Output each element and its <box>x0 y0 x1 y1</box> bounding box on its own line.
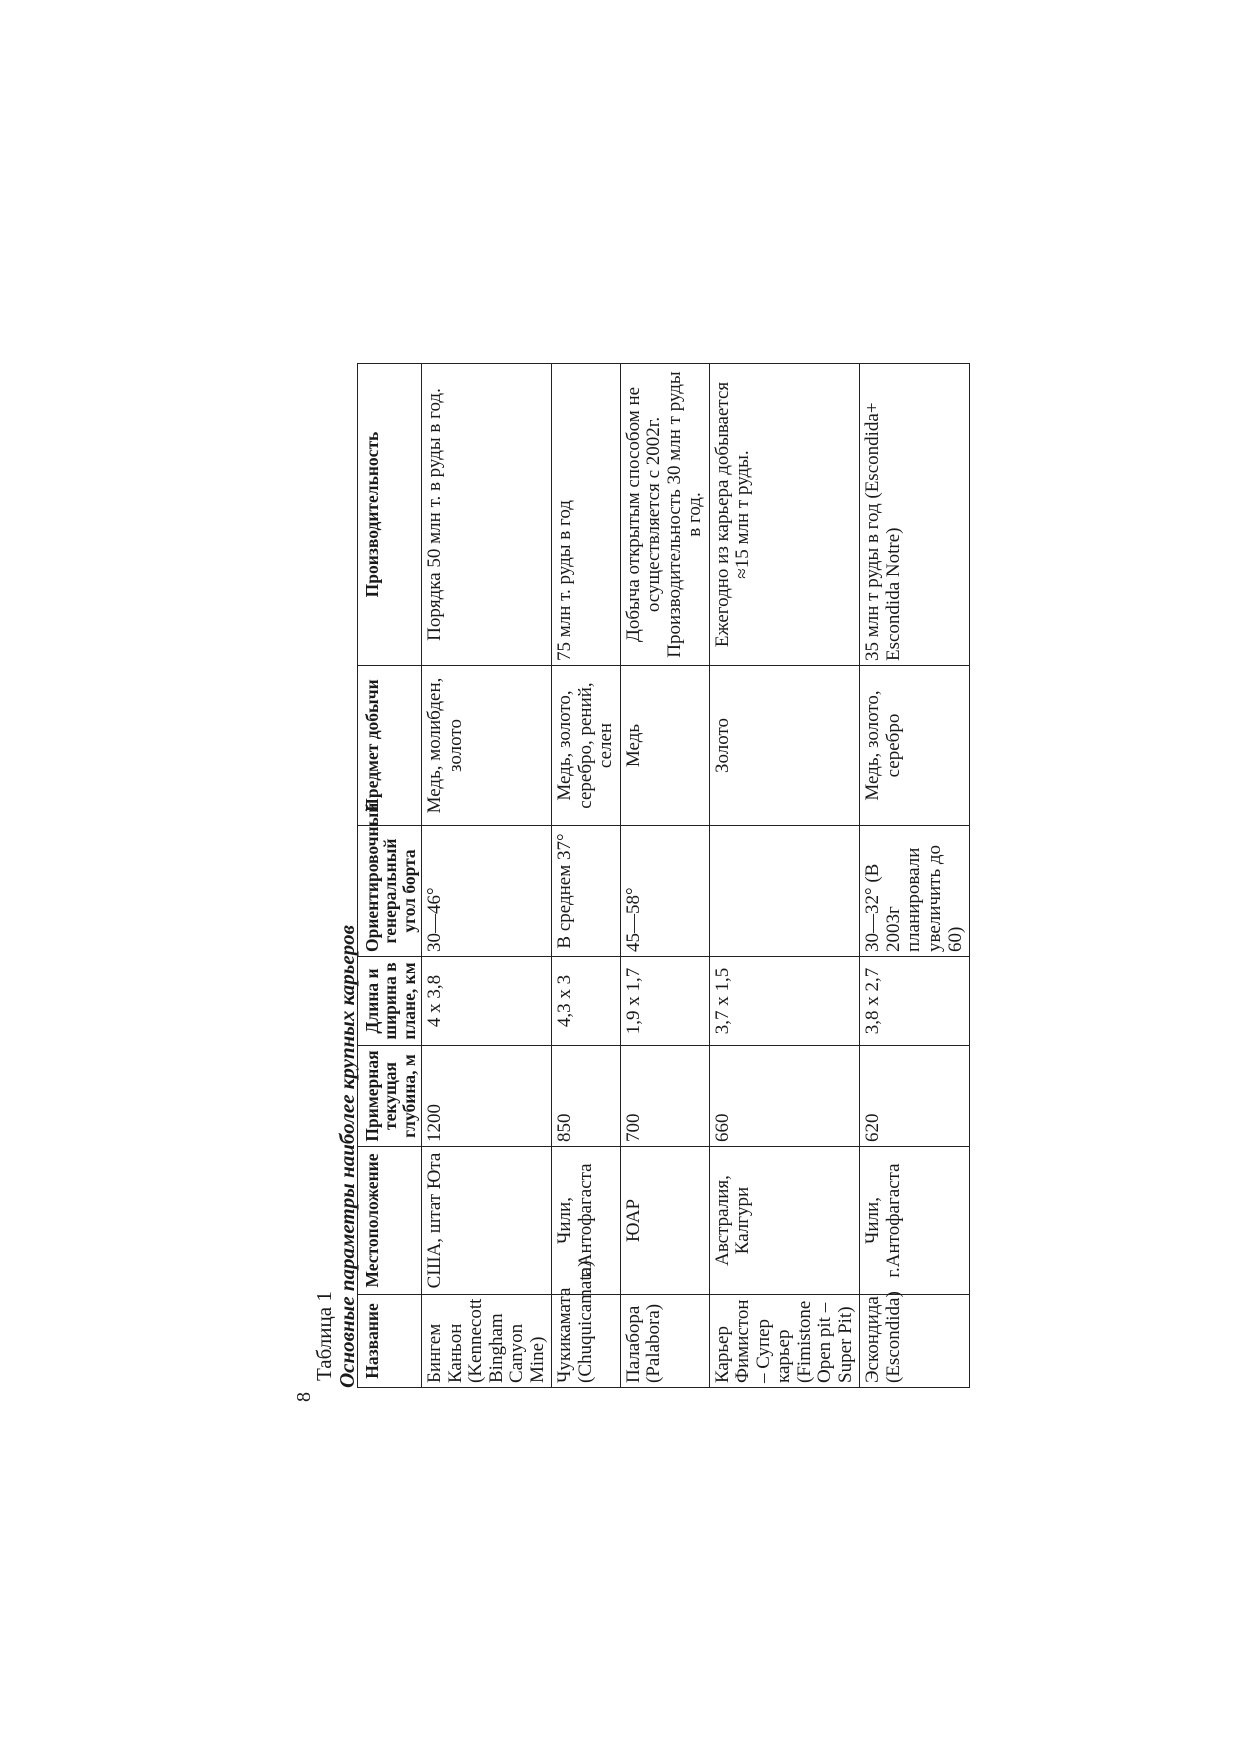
cell-size: 3,8 х 2,7 <box>860 957 970 1046</box>
cell-location: Чили, г.Антофагаста <box>860 1147 970 1295</box>
header-commodity: Предмет добычи <box>358 666 422 826</box>
table-header-row <box>358 364 422 1388</box>
cell-angle: 30—32° (В 2003г планировали увеличить до 60) <box>860 826 970 957</box>
cell-depth: 620 <box>860 1046 970 1147</box>
table-row <box>552 364 621 1388</box>
cell-commodity: Медь, молибден, золото <box>422 666 552 826</box>
cell-depth: 1200 <box>422 1046 552 1147</box>
cell-size: 4 х 3,8 <box>422 957 552 1046</box>
cell-location: ЮАР <box>620 1147 709 1295</box>
header-angle: Ориентировочный генеральный угол борта <box>358 826 422 957</box>
table-row <box>620 364 709 1388</box>
cell-angle: В среднем 37° <box>552 826 621 957</box>
cell-size: 3,7 х 1,5 <box>709 957 860 1046</box>
cell-depth: 850 <box>552 1046 621 1147</box>
cell-commodity: Золото <box>709 666 860 826</box>
rotated-page-content <box>293 364 966 1402</box>
cell-output: Порядка 50 млн т. в руды в год. <box>422 364 552 666</box>
cell-name: Чукикамата (Chuquicamata) <box>552 1295 621 1388</box>
table-row <box>860 364 970 1388</box>
cell-name: Бингем Каньон (Kennecott Bingham Canyon Mine) <box>422 1295 552 1388</box>
cell-depth: 700 <box>620 1046 709 1147</box>
header-size: Длина и ширина в плане, км <box>358 957 422 1046</box>
cell-output: 75 млн т. руды в год <box>552 364 621 666</box>
cell-angle: 30—46° <box>422 826 552 957</box>
table-row <box>709 364 860 1388</box>
cell-location: Чили, г.Антофагаста <box>552 1147 621 1295</box>
cell-angle: 45—58° <box>620 826 709 957</box>
page-number: 8 <box>293 1392 315 1402</box>
table-row <box>422 364 552 1388</box>
cell-output: Добыча открытым способом не осуществляется с 2002г. Производительность 30 млн т руды в год. <box>620 364 709 666</box>
cell-name: Карьер Фимистон – Супер карьер (Fimistone Open pit – Super Pit) <box>709 1295 860 1388</box>
cell-location: Австралия, Калгури <box>709 1147 860 1295</box>
header-name: Название <box>358 1295 422 1388</box>
quarries-table <box>357 363 970 1388</box>
cell-output: Ежегодно из карьера добывается ≈15 млн т руды. <box>709 364 860 666</box>
cell-name: Эскондида (Escondida) <box>860 1295 970 1388</box>
cell-location: США, штат Юта <box>422 1147 552 1295</box>
cell-commodity: Медь, золото, серебро <box>860 666 970 826</box>
cell-name: Палабора (Palabora) <box>620 1295 709 1388</box>
cell-size: 4,3 х 3 <box>552 957 621 1046</box>
cell-size: 1,9 х 1,7 <box>620 957 709 1046</box>
header-location: Местоположение <box>358 1147 422 1295</box>
cell-angle <box>709 826 860 957</box>
table-caption: Таблица 1 <box>312 1291 336 1381</box>
cell-output: 35 млн т руды в год (Escondida+ Escondida Notre) <box>860 364 970 666</box>
header-output: Производительность <box>358 364 422 666</box>
cell-depth: 660 <box>709 1046 860 1147</box>
table-title: Основные параметры наиболее крупных карьеров <box>335 924 359 1388</box>
cell-commodity: Медь, золото, серебро, рений, селен <box>552 666 621 826</box>
cell-commodity: Медь <box>620 666 709 826</box>
header-depth: Примерная текущая глубина, м <box>358 1046 422 1147</box>
